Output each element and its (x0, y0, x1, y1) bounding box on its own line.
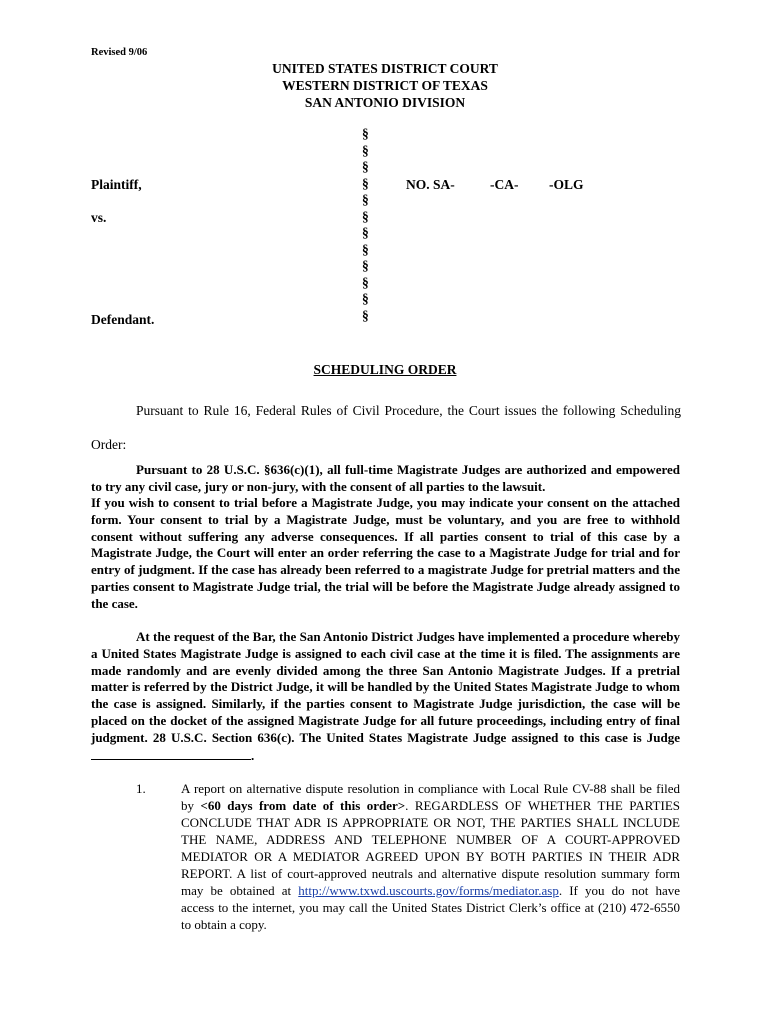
section-symbol: § (362, 208, 369, 224)
mediator-list-link[interactable]: http://www.txwd.uscourts.gov/forms/mediator.asp (298, 883, 559, 898)
plaintiff-label: Plaintiff, (91, 177, 142, 192)
section-symbol: § (362, 225, 369, 240)
item-text-c: . If you do not have access to the internet, you may call the United States District Clerk’s office at (210) 472-6550 to obtain a copy. (181, 883, 680, 932)
section-symbol: § (362, 307, 369, 323)
revision-note: Revised 9/06 (91, 47, 148, 58)
case-number-prefix: NO. SA- (406, 177, 455, 192)
court-header (0, 60, 770, 111)
versus-label: vs. (91, 210, 107, 225)
case-number-ca: -CA- (490, 177, 519, 192)
section-symbol: § (362, 241, 369, 257)
section-symbol: § (362, 192, 369, 207)
assignment-paragraph (91, 629, 680, 764)
section-symbol: § (362, 274, 369, 290)
item-number: 1. (136, 781, 146, 796)
adr-deadline: <60 days from date of this order> (200, 798, 406, 813)
section-symbol: § (362, 126, 369, 141)
section-symbol: § (362, 142, 369, 158)
judge-name-blank (91, 747, 251, 760)
assignment-period: . (251, 747, 255, 763)
item-text-a: A report on alternative dispute resolution in compliance with Local Rule CV-88 shall be filed by (181, 781, 680, 813)
court-district: WESTERN DISTRICT OF TEXAS (282, 78, 488, 93)
assignment-text: At the request of the Bar, the San Antonio District Judges have implemented a procedure whereby a United States Magistrate Judge is assigned to each civil case at the time it is filed. The assignments are made randomly and are evenly divided among the three San Antonio Magistrate Judges. If a pretrial matter is referred by the District Judge, it will be handled by the United States Magistrate Judge to whom the case is assigned. Similarly, if the parties consent to Magistrate Judge jurisdiction, the case will be placed on the docket of the assigned Magistrate Judge for all future proceedings, including entry of final judgment. 28 U.S.C. Section 636(c). The United States Magistrate Judge assigned to this case is Judge (91, 629, 680, 745)
section-symbol: § (362, 291, 369, 306)
case-number-olg: -OLG (549, 177, 584, 192)
intro-paragraph: Pursuant to Rule 16, Federal Rules of Civil Procedure, the Court issues the following Scheduling Order: (91, 403, 681, 452)
court-division: SAN ANTONIO DIVISION (304, 95, 466, 110)
court-name: UNITED STATES DISTRICT COURT (272, 61, 498, 76)
consent-paragraph-instructions: If you wish to consent to trial before a Magistrate Judge, you may indicate your consent on the attached form. Your consent to trial by a Magistrate Judge, must be voluntary, and you are free to withhold consent without suffering any adverse consequences. If all parties consent to trial of this case by a Magistrate Judge, the Court will enter an order referring the case to a Magistrate Judge for trial and for entry of judgment. If the case has already been referred to a magistrate Judge for pretrial matters and the parties consent to Magistrate Judge trial, the trial will be before the Magistrate Judge already assigned to the case. (91, 495, 680, 611)
item-text (181, 780, 680, 933)
document-title: SCHEDULING ORDER (313, 362, 457, 377)
defendant-label: Defendant. (91, 312, 155, 327)
section-symbol: § (362, 175, 369, 191)
section-symbol: § (362, 258, 369, 273)
item-text-b: . REGARDLESS OF WHETHER THE PARTIES CONCLUDE THAT ADR IS APPROPRIATE OR NOT, THE PARTIES SHALL INCLUDE THE NAME, ADDRESS AND TELEPHONE NUMBER OF A COURT-APPROVED MEDIATOR OR A MEDIATOR AGREED UPON BY BOTH PARTIES IN THEIR ADR REPORT. A list of court-approved neutrals and alternative dispute resolution summary form may be obtained at (181, 798, 680, 898)
consent-paragraph-authority: Pursuant to 28 U.S.C. §636(c)(1), all full-time Magistrate Judges are authorized and empowered to try any civil case, jury or non-jury, with the consent of all parties to the lawsuit. (91, 462, 680, 494)
section-symbol-column (362, 126, 369, 324)
section-symbol: § (362, 159, 369, 174)
